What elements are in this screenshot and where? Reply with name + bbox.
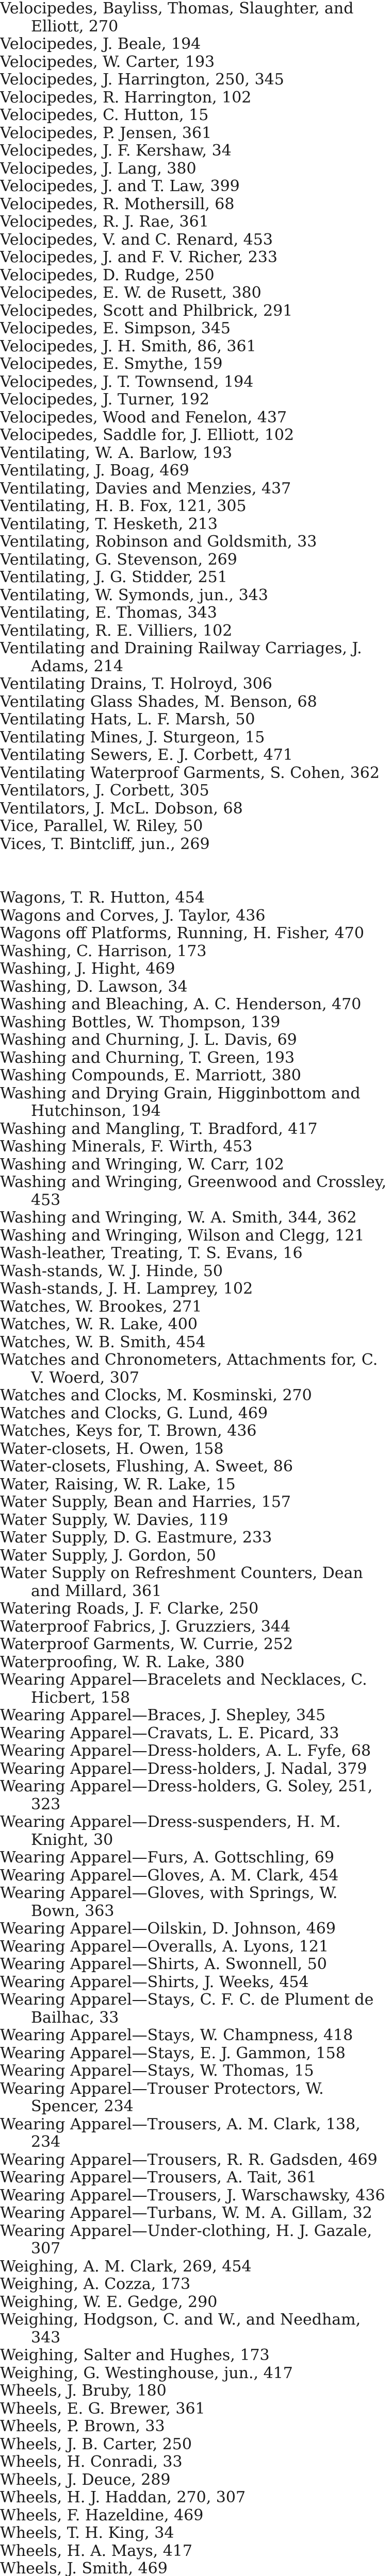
index-entry: Velocipedes, E. W. de Rusett, 380 [0,284,262,302]
index-entry: Wearing Apparel—Braces, J. Shepley, 345 [0,1706,326,1724]
index-entry: Ventilating, J. Boag, 469 [0,462,189,480]
index-entry: Waterproof Fabrics, J. Gruzziers, 344 [0,1617,291,1636]
index-entry: Wash-leather, Treating, T. S. Evans, 16 [0,1244,303,1262]
index-entry: Velocipedes, Bayliss, Thomas, Slaughter, and Elliott, 270 [0,0,354,36]
index-entry: Wagons and Corves, J. Taylor, 436 [0,906,266,925]
index-entry: Weighing, A. Cozza, 173 [0,2275,191,2293]
index-entry: Watches, W. R. Lake, 400 [0,1315,198,1333]
section-w-entries [0,889,392,2576]
index-entry: Wheels, H. J. Haddan, 270, 307 [0,2488,246,2506]
index-entry: Washing and Drying Grain, Higginbottom and Hutchinson, 194 [0,1084,361,1120]
index-entry: Watches, W. Brookes, 271 [0,1297,202,1316]
index-entry: Ventilating, W. A. Barlow, 193 [0,444,233,462]
index-entry: Velocipedes, Saddle for, J. Elliott, 102 [0,426,295,444]
index-entry: Ventilating, J. G. Stidder, 251 [0,568,227,586]
index-entry: Wash-stands, J. H. Lamprey, 102 [0,1280,253,1298]
index-entry: Wearing Apparel—Turbans, W. M. A. Gillam, 32 [0,2204,372,2222]
index-entry: Wheels, P. Brown, 33 [0,2417,165,2435]
index-entry: Weighing, G. Westinghouse, jun., 417 [0,2364,293,2382]
index-entry: Velocipedes, C. Hutton, 15 [0,106,209,124]
index-entry: Velocipedes, J. and T. Law, 399 [0,177,240,195]
index-entry: Velocipedes, E. Simpson, 345 [0,319,231,337]
index-entry: Water Supply on Refreshment Counters, Dean and Millard, 361 [0,1564,363,1600]
index-entry: Wearing Apparel—Dress-holders, A. L. Fyfe, 68 [0,1742,371,1760]
index-entry: Watches and Clocks, M. Kosminski, 270 [0,1386,312,1404]
index-entry: Washing and Wringing, Wilson and Clegg, 121 [0,1226,365,1245]
index-entry: Velocipedes, E. Smythe, 159 [0,355,223,373]
section-v-entries [0,0,392,853]
index-entry: Weighing, Salter and Hughes, 173 [0,2346,270,2364]
index-entry: Wearing Apparel—Trousers, R. R. Gadsden, 469 [0,2150,378,2169]
index-entry: Velocipedes, J. F. Kershaw, 34 [0,142,232,160]
index-entry: Velocipedes, R. J. Rae, 361 [0,213,209,231]
section-divider [0,853,392,889]
index-entry: Washing and Wringing, W. Carr, 102 [0,1155,284,1174]
index-entry: Wagons, T. R. Hutton, 454 [0,889,205,907]
index-entry: Ventilating, G. Stevenson, 269 [0,550,237,569]
index-entry: Wheels, J. Deuce, 289 [0,2470,171,2489]
index-entry: Washing, J. Hight, 469 [0,960,175,978]
index-entry: Wheels, E. G. Brewer, 361 [0,2399,205,2418]
index-entry: Wearing Apparel—Bracelets and Necklaces, C. Hicbert, 158 [0,1671,367,1707]
index-entry: Ventilating Drains, T. Holroyd, 306 [0,675,272,693]
index-entry: Weighing, Hodgson, C. and W., and Needham, 343 [0,2311,361,2347]
index-entry: Washing Minerals, F. Wirth, 453 [0,1138,253,1156]
index-entry: Velocipedes, J. Lang, 380 [0,159,197,178]
index-entry: Velocipedes, J. and F. V. Richer, 233 [0,248,277,266]
index-entry: Ventilating, T. Hesketh, 213 [0,515,218,533]
index-entry: Velocipedes, Wood and Fenelon, 437 [0,408,287,427]
index-entry: Ventilators, J. McL. Dobson, 68 [0,799,243,818]
index-entry: Wearing Apparel—Gloves, with Springs, W. Bown, 363 [0,1884,338,1920]
index-entry: Vice, Parallel, W. Riley, 50 [0,817,203,835]
index-entry: Washing, C. Harrison, 173 [0,942,207,960]
index-entry: Water-closets, H. Owen, 158 [0,1439,224,1458]
index-entry: Wearing Apparel—Oilskin, D. Johnson, 469 [0,1920,336,1938]
index-entry: Velocipedes, J. H. Smith, 86, 361 [0,337,256,355]
index-entry: Washing, D. Lawson, 34 [0,977,188,996]
index-entry: Ventilating Waterproof Garments, S. Cohen, 362 [0,764,380,782]
index-entry: Wearing Apparel—Gloves, A. M. Clark, 454 [0,1866,339,1885]
index-entry: Wearing Apparel—Furs, A. Gottschling, 69 [0,1849,334,1867]
index-entry: Velocipedes, D. Rudge, 250 [0,266,215,284]
index-entry: Ventilating and Draining Railway Carriages, J. Adams, 214 [0,639,362,675]
index-entry: Velocipedes, Scott and Philbrick, 291 [0,301,293,320]
index-entry: Velocipedes, J. Harrington, 250, 345 [0,71,284,89]
index-entry: Watches and Chronometers, Attachments for, C. V. Woerd, 307 [0,1351,378,1387]
index-entry: Ventilating Hats, L. F. Marsh, 50 [0,710,255,728]
index-entry: Washing and Churning, J. L. Davis, 69 [0,1031,297,1049]
index-entry: Washing and Wringing, W. A. Smith, 344, 362 [0,1209,357,1227]
index-entry: Wearing Apparel—Overalls, A. Lyons, 121 [0,1937,329,1956]
index-entry: Wheels, H. A. Mays, 417 [0,2541,192,2560]
index-entry: Wearing Apparel—Trousers, A. M. Clark, 138, 234 [0,2115,361,2151]
index-entry: Washing and Wringing, Greenwood and Crossley, 453 [0,1173,387,1209]
index-entry: Wearing Apparel—Under-clothing, H. J. Gazale, 307 [0,2222,372,2258]
index-entry: Weighing, A. M. Clark, 269, 454 [0,2257,252,2276]
index-entry: Wearing Apparel—Cravats, L. E. Picard, 33 [0,1724,339,1742]
index-entry: Watches, Keys for, T. Brown, 436 [0,1422,257,1440]
index-entry: Wearing Apparel—Stays, C. F. C. de Plument de Bailhac, 33 [0,1991,374,2027]
index-entry: Wheels, T. H. King, 34 [0,2524,174,2542]
index-entry: Velocipedes, P. Jensen, 361 [0,124,212,142]
index-entry: Wearing Apparel—Dress-holders, G. Soley, 251, 323 [0,1777,373,1814]
index-entry: Velocipedes, J. T. Townsend, 194 [0,372,254,391]
index-entry: Wearing Apparel—Shirts, J. Weeks, 454 [0,1973,309,1991]
index-entry: Watering Roads, J. F. Clarke, 250 [0,1600,259,1618]
index-entry: Wheels, J. Bruby, 180 [0,2382,167,2400]
index-entry: Water, Raising, W. R. Lake, 15 [0,1475,236,1494]
index-entry: Washing Bottles, W. Thompson, 139 [0,1013,281,1031]
index-entry: Watches, W. B. Smith, 454 [0,1333,206,1351]
index-entry: Wearing Apparel—Stays, E. J. Gammon, 158 [0,2044,346,2062]
index-entry: Water Supply, J. Gordon, 50 [0,1546,216,1565]
index-entry: Ventilating, E. Thomas, 343 [0,604,217,622]
index-entry: Wearing Apparel—Trousers, A. Tait, 361 [0,2168,317,2187]
index-entry: Waterproof Garments, W. Currie, 252 [0,1635,293,1653]
index-entry: Wearing Apparel—Stays, W. Thomas, 15 [0,2062,314,2080]
index-entry: Wearing Apparel—Trouser Protectors, W. Spencer, 234 [0,2079,324,2115]
index-entry: Wearing Apparel—Shirts, A. Swonnell, 50 [0,1955,327,1973]
index-entry: Wash-stands, W. J. Hinde, 50 [0,1262,223,1280]
index-entry: Washing Compounds, E. Marriott, 380 [0,1066,301,1084]
index-entry: Wearing Apparel—Trousers, J. Warschawsky, 436 [0,2186,385,2205]
index-entry: Velocipedes, J. Turner, 192 [0,391,209,409]
index-entry: Ventilating Glass Shades, M. Benson, 68 [0,692,317,711]
index-entry: Ventilating, Robinson and Goldsmith, 33 [0,533,317,551]
index-entry: Ventilating, H. B. Fox, 121, 305 [0,497,247,515]
index-entry: Ventilating, R. E. Villiers, 102 [0,621,233,640]
index-entry: Wheels, J. B. Carter, 250 [0,2435,192,2453]
index-entry: Ventilating Mines, J. Sturgeon, 15 [0,728,265,747]
index-entry: Velocipedes, R. Harrington, 102 [0,88,252,107]
index-entry: Wearing Apparel—Dress-suspenders, H. M. Knight, 30 [0,1813,341,1849]
index-entry: Velocipedes, R. Mothersill, 68 [0,195,235,213]
index-entry: Ventilating, Davies and Menzies, 437 [0,479,291,498]
index-entry: Watches and Clocks, G. Lund, 469 [0,1404,268,1422]
index-entry: Washing and Mangling, T. Bradford, 417 [0,1120,318,1138]
index-entry: Water Supply, Bean and Harries, 157 [0,1493,291,1511]
index-entry: Wheels, F. Hazeldine, 469 [0,2506,204,2524]
index-entry: Wheels, J. Smith, 469 [0,2560,168,2576]
index-entry: Velocipedes, J. Beale, 194 [0,35,201,53]
index-entry: Ventilating Sewers, E. J. Corbett, 471 [0,746,293,764]
index-entry: Wheels, H. Conradi, 33 [0,2453,183,2471]
index-entry: Velocipedes, W. Carter, 193 [0,53,215,71]
index-entry: Waterproofing, W. R. Lake, 380 [0,1653,244,1671]
index-entry: Wearing Apparel—Stays, W. Champness, 418 [0,2026,353,2044]
index-entry: Washing and Churning, T. Green, 193 [0,1048,295,1067]
index-entry: Water Supply, D. G. Eastmure, 233 [0,1529,272,1547]
index-entry: Washing and Bleaching, A. C. Henderson, 470 [0,995,362,1013]
index-entry: Wearing Apparel—Dress-holders, J. Nadal, 379 [0,1759,367,1778]
index-entry: Velocipedes, V. and C. Renard, 453 [0,230,273,249]
index-entry: Ventilators, J. Corbett, 305 [0,782,209,800]
index-entry: Ventilating, W. Symonds, jun., 343 [0,586,268,604]
index-entry: Weighing, W. E. Gedge, 290 [0,2293,218,2311]
index-entry: Wagons off Platforms, Running, H. Fisher, 470 [0,924,364,942]
index-entry: Water-closets, Flushing, A. Sweet, 86 [0,1458,293,1476]
index-entry: Vices, T. Bintcliff, jun., 269 [0,835,210,853]
index-entry: Water Supply, W. Davies, 119 [0,1511,228,1529]
